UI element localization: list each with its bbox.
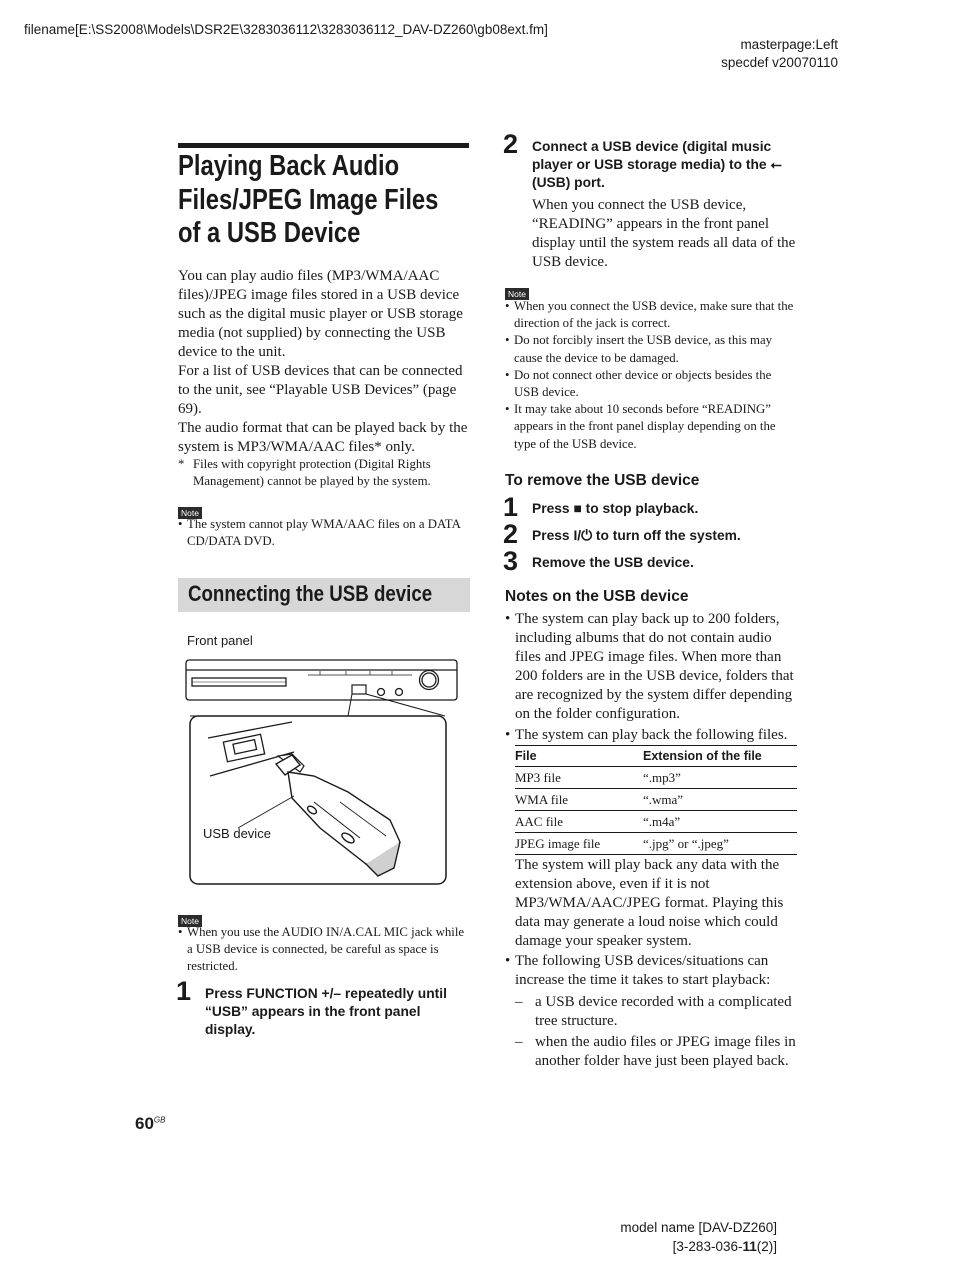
footer [580, 1218, 777, 1256]
remove-heading: To remove the USB device [505, 472, 700, 489]
note-badge-1: Note [178, 503, 202, 521]
remove-step-2-text: Press I/⏻ to turn off the system. [532, 528, 741, 543]
dash-item: – when the audio files or JPEG image files in another folder have just been played back. [515, 1033, 797, 1071]
footer-model: model name [DAV-DZ260] [620, 1220, 777, 1235]
section-title: Connecting the USB device [188, 581, 433, 606]
dash-item: – a USB device recorded with a complicated tree structure. [515, 993, 797, 1031]
footer-code: [3-283-036-11(2)] [672, 1239, 777, 1254]
intro-paragraph-2: For a list of USB devices that can be connected to the unit, see “Playable USB Devices” (page 69). [178, 363, 463, 417]
page-number-suffix: GB [153, 1115, 166, 1125]
step-2-body: When you connect the USB device, “READING” appears in the front panel display until the system reads all data of the USB device. [532, 197, 796, 270]
notes-usb-bullet: • The following USB devices/situations can increase the time it takes to start playback: [505, 952, 797, 990]
note-2-item: • When you use the AUDIO IN/A.CAL MIC jack while a USB device is connected, be careful as space is restricted. [178, 924, 470, 976]
note-2 [178, 924, 470, 976]
note-3-item: • Do not connect other device or objects besides the USB device. [505, 367, 795, 401]
step-1-text: Press FUNCTION +/– repeatedly until “USB” appears in the front panel display. [205, 986, 447, 1037]
usb-symbol-icon: ⭠ [770, 157, 782, 172]
stop-icon: ■ [573, 501, 582, 516]
note-1 [178, 516, 470, 550]
notes-usb-bullet: • The system can play back the following files. [505, 726, 797, 745]
footnote-mark: * [178, 457, 185, 471]
usb-device-label: USB device [203, 826, 271, 841]
table-cell: “.jpg” or “.jpeg” [643, 833, 797, 855]
notes-usb-bullet: • The system can play back up to 200 folders, including albums that do not contain audio files and JPEG image files. When more than 200 folders are in the USB device, folders that are recognized by the system differ depending on the folder configuration. [505, 610, 797, 724]
header-filename: filename[E:\SS2008\Models\DSR2E\3283036112\3283036112_DAV-DZ260\gb08ext.fm] [24, 22, 548, 37]
specdef-label: specdef v20070110 [721, 55, 838, 70]
table-cell: “.m4a” [643, 811, 797, 833]
table-cell: WMA file [515, 789, 643, 811]
note-badge-2: Note [178, 911, 202, 929]
table-row [515, 811, 797, 833]
remove-step-1-text: Press ■ to stop playback. [532, 501, 699, 516]
step-2-number: 2 [503, 129, 519, 159]
notes-usb-heading: Notes on the USB device [505, 588, 689, 605]
masterpage-label: masterpage:Left [740, 37, 838, 52]
table-header-extension: Extension of the file [643, 746, 797, 767]
step-2-text: Connect a USB device (digital music player or USB storage media) to the ⭠ (USB) port. [532, 139, 782, 190]
note-1-item: • The system cannot play WMA/AAC files on a DATA CD/DATA DVD. [178, 516, 470, 550]
title-line-3: of a USB Device [178, 217, 361, 249]
table-cell: JPEG image file [515, 833, 643, 855]
table-cell: “.mp3” [643, 767, 797, 789]
intro-paragraph-1: You can play audio files (MP3/WMA/AAC files)/JPEG image files stored in a USB device such as the digital music player or USB storage media (not supplied) by connecting the USB device to the unit. [178, 268, 463, 360]
front-panel-unit [186, 660, 457, 700]
note-3-item: • Do not forcibly insert the USB device, as this may cause the device to be damaged. [505, 332, 795, 366]
table-header-row [515, 746, 797, 767]
file-table-wrapper [515, 745, 797, 855]
notes-usb-bullet-3-wrap [505, 952, 797, 990]
footnote-text: Files with copyright protection (Digital Rights Management) cannot be played by the system. [193, 457, 431, 489]
note-3-item: • When you connect the USB device, make sure that the direction of the jack is correct. [505, 298, 795, 332]
note-3-item: • It may take about 10 seconds before “READING” appears in the front panel display depending on the type of the USB device. [505, 401, 795, 453]
power-icon: I/⏻ [573, 528, 593, 543]
table-header-file: File [515, 746, 643, 767]
intro [178, 267, 470, 457]
table-row [515, 833, 797, 855]
remove-step-3-text: Remove the USB device. [532, 555, 694, 570]
remove-step-3-number: 3 [503, 546, 519, 576]
dash-list-wrap [515, 993, 797, 1071]
remove-step-1-number: 1 [503, 492, 519, 522]
table-cell: AAC file [515, 811, 643, 833]
note-badge-3: Note [505, 284, 529, 302]
notes-usb-after-table: The system will play back any data with the extension above, even if it is not MP3/WMA/AAC/JPEG format. Playing this data may generate a loud noise which could damage your speaker system. [515, 857, 784, 949]
remove-step-2-number: 2 [503, 519, 519, 549]
usb-connection-illustration [180, 652, 470, 892]
header-masterpage [660, 36, 838, 72]
title-line-1: Playing Back Audio [178, 150, 400, 182]
section-header [178, 578, 470, 612]
file-table [515, 745, 797, 855]
note-3 [505, 298, 795, 453]
table-cell: “.wma” [643, 789, 797, 811]
footnote [178, 456, 470, 490]
page-number: $60^{GB}$ [135, 1114, 166, 1133]
table-row [515, 789, 797, 811]
table-cell: MP3 file [515, 767, 643, 789]
table-row [515, 767, 797, 789]
step-1-number: 1 [176, 976, 192, 1006]
intro-paragraph-3: The audio format that can be played back by the system is MP3/WMA/AAC files* only. [178, 420, 468, 455]
page-title [178, 150, 473, 251]
front-panel-label: Front panel [187, 633, 253, 648]
title-line-2: Files/JPEG Image Files [178, 183, 439, 216]
notes-usb-body [505, 610, 797, 745]
title-rule [178, 143, 469, 148]
